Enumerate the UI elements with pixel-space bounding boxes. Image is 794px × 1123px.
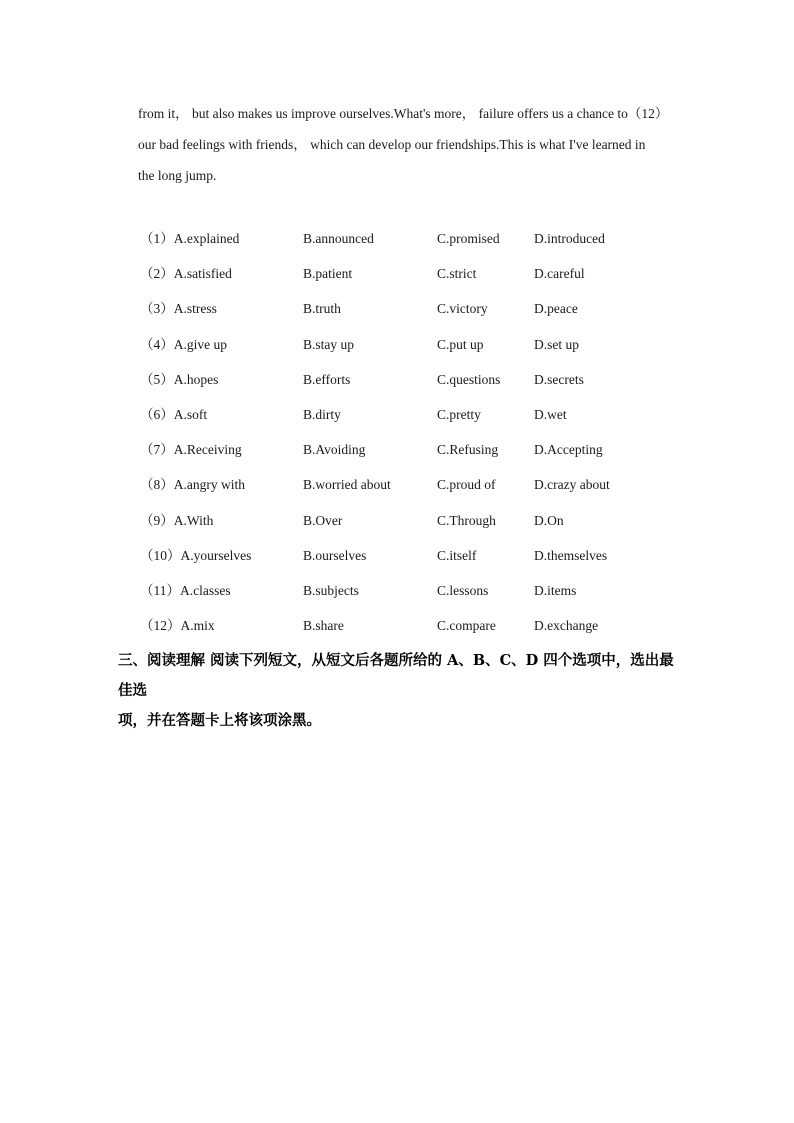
passage-line: our bad feelings with friends， which can develop our friendships.This is what I've learned in	[138, 137, 646, 152]
option-b: B.Over	[303, 512, 343, 528]
option-d: D.items	[534, 582, 577, 598]
option-b: B.efforts	[303, 371, 351, 387]
option-c: C.strict	[437, 266, 477, 282]
option-d: D.crazy about	[534, 477, 610, 493]
option-d: D.careful	[534, 266, 585, 282]
option-c: C.lessons	[437, 582, 489, 598]
option-b: B.dirty	[303, 406, 341, 422]
option-a: （2）A.satisfied	[140, 266, 232, 282]
passage-text	[138, 98, 698, 191]
option-b: B.patient	[303, 266, 353, 282]
option-b: B.ourselves	[303, 547, 367, 563]
option-c: C.proud of	[437, 477, 496, 493]
option-b: B.subjects	[303, 582, 359, 598]
option-d: D.On	[534, 512, 564, 528]
option-d: D.Accepting	[534, 442, 603, 458]
option-a: （12）A.mix	[140, 618, 215, 634]
option-c: C.put up	[437, 336, 484, 352]
option-a: （7）A.Receiving	[140, 442, 242, 458]
option-c: C.Refusing	[437, 442, 499, 458]
option-a: （3）A.stress	[140, 301, 217, 317]
option-a: （1）A.explained	[140, 231, 240, 246]
option-b: B.truth	[303, 301, 341, 317]
option-d: D.wet	[534, 406, 567, 422]
section-heading-line: 三、阅读理解 阅读下列短文，从短文后各题所给的 A、B、C、D 四个选项中，选出最佳选	[118, 652, 674, 699]
option-b: B.worried about	[303, 477, 391, 493]
option-c: C.promised	[437, 231, 500, 246]
passage-line: the long jump.	[138, 168, 217, 183]
section-heading-line: 项，并在答题卡上将该项涂黑。	[118, 712, 321, 729]
option-a: （8）A.angry with	[140, 477, 245, 493]
option-c: C.itself	[437, 547, 477, 563]
option-b: B.Avoiding	[303, 442, 366, 458]
option-c: C.pretty	[437, 406, 481, 422]
option-d: D.introduced	[534, 231, 605, 246]
option-a: （4）A.give up	[140, 336, 227, 352]
option-d: D.exchange	[534, 618, 599, 634]
option-d: D.peace	[534, 301, 578, 317]
option-d: D.set up	[534, 336, 579, 352]
option-c: C.compare	[437, 618, 496, 634]
option-b: B.announced	[303, 231, 374, 246]
option-a: （9）A.With	[140, 512, 214, 528]
option-a: （10）A.yourselves	[140, 547, 252, 563]
option-d: D.themselves	[534, 547, 608, 563]
option-a: （11）A.classes	[140, 582, 231, 598]
option-a: （6）A.soft	[140, 406, 208, 422]
option-c: C.Through	[437, 512, 496, 528]
option-c: C.victory	[437, 301, 488, 317]
option-a: （5）A.hopes	[140, 371, 219, 387]
passage-line: from it， but also makes us improve ourselves.What's more， failure offers us a chance to（12）	[138, 106, 669, 121]
option-b: B.share	[303, 618, 344, 634]
option-d: D.secrets	[534, 371, 584, 387]
option-c: C.questions	[437, 371, 501, 387]
option-b: B.stay up	[303, 336, 355, 352]
section-heading	[118, 646, 688, 736]
